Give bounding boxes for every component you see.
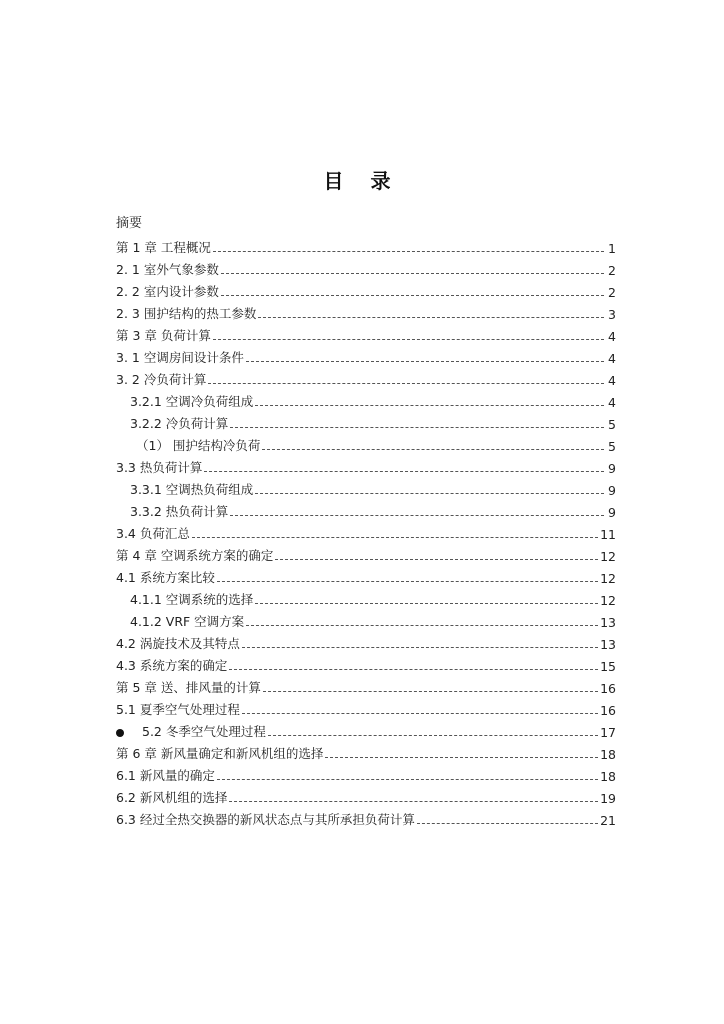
dot-leader <box>275 559 598 560</box>
toc-page-number: 5 <box>608 439 616 454</box>
toc-page-number: 9 <box>608 505 616 520</box>
toc-page-number: 1 <box>608 241 616 256</box>
dot-leader <box>325 757 598 758</box>
toc-list <box>116 234 616 828</box>
dot-leader <box>262 449 604 450</box>
toc-page-number: 4 <box>608 395 616 410</box>
toc-page-number: 19 <box>600 791 616 806</box>
toc-entry[interactable] <box>116 476 616 498</box>
toc-entry-text: 6.1 新风量的确定 <box>116 768 215 783</box>
dot-leader <box>255 405 604 406</box>
toc-entry-text: 4.3 系统方案的确定 <box>116 658 228 673</box>
toc-entry[interactable] <box>116 498 616 520</box>
dot-leader <box>246 625 598 626</box>
toc-entry-label <box>116 304 256 322</box>
dot-leader <box>230 515 604 516</box>
toc-entry-text: 2. 3 围护结构的热工参数 <box>116 306 257 321</box>
toc-entry-label <box>116 744 323 762</box>
toc-entry-label <box>116 810 415 828</box>
toc-entry-label <box>116 678 261 696</box>
toc-entry-label <box>116 524 190 542</box>
dot-leader <box>258 317 604 318</box>
toc-page-number: 17 <box>600 725 616 740</box>
toc-entry[interactable] <box>116 652 616 674</box>
toc-entry-text: 3.4 负荷汇总 <box>116 526 190 541</box>
toc-entry-text: 5.2 冬季空气处理过程 <box>142 724 266 739</box>
toc-entry-label <box>116 590 253 608</box>
toc-page-number: 12 <box>600 549 616 564</box>
toc-page-number: 3 <box>608 307 616 322</box>
toc-entry-text: 3. 2 冷负荷计算 <box>116 372 207 387</box>
dot-leader <box>242 647 598 648</box>
toc-entry-text: 6.2 新风机组的选择 <box>116 790 228 805</box>
toc-entry-label <box>116 546 273 564</box>
toc-entry[interactable] <box>116 762 616 784</box>
toc-page-number: 4 <box>608 373 616 388</box>
toc-entry[interactable] <box>116 256 616 278</box>
dot-leader <box>208 383 604 384</box>
toc-entry[interactable] <box>116 520 616 542</box>
toc-entry[interactable] <box>116 454 616 476</box>
dot-leader <box>255 603 598 604</box>
toc-entry[interactable] <box>116 806 616 828</box>
toc-page-number: 16 <box>600 703 616 718</box>
toc-entry-label <box>116 326 211 344</box>
toc-page-number: 9 <box>608 461 616 476</box>
toc-entry-text: 第 6 章 新风量确定和新风机组的选择 <box>116 746 324 761</box>
toc-entry-text: 2. 1 室外气象参数 <box>116 262 219 277</box>
toc-page-number: 5 <box>608 417 616 432</box>
dot-leader <box>221 273 604 274</box>
toc-page-number: 9 <box>608 483 616 498</box>
toc-entry-label <box>116 370 206 388</box>
toc-entry-label <box>116 392 253 410</box>
toc-page-number: 16 <box>600 681 616 696</box>
toc-entry-label <box>116 282 219 300</box>
toc-entry-label <box>116 568 215 586</box>
toc-entry-text: 5.1 夏季空气处理过程 <box>116 702 240 717</box>
toc-page-number: 11 <box>600 527 616 542</box>
dot-leader <box>268 735 598 736</box>
toc-entry-label <box>116 612 244 630</box>
toc-entry-text: 3.2.1 空调冷负荷组成 <box>130 394 254 409</box>
toc-entry-text: 第 5 章 送、排风量的计算 <box>116 680 261 695</box>
toc-entry-text: （1） 围护结构冷负荷 <box>136 438 261 453</box>
toc-entry[interactable] <box>116 388 616 410</box>
abstract-label: 摘要 <box>116 216 143 231</box>
toc-page-number: 15 <box>600 659 616 674</box>
toc-entry[interactable] <box>116 322 616 344</box>
dot-leader <box>192 537 598 538</box>
toc-entry[interactable] <box>116 718 616 740</box>
toc-entry-text: 第 3 章 负荷计算 <box>116 328 211 343</box>
toc-entry-text: 第 4 章 空调系统方案的确定 <box>116 548 274 563</box>
toc-entry-label <box>116 766 215 784</box>
toc-entry-text: 6.3 经过全热交换器的新风状态点与其所承担负荷计算 <box>116 812 415 827</box>
toc-page-number: 13 <box>600 637 616 652</box>
dot-leader <box>217 581 598 582</box>
dot-leader <box>229 801 598 802</box>
toc-page-number: 4 <box>608 351 616 366</box>
dot-leader <box>255 493 604 494</box>
toc-entry[interactable] <box>116 366 616 388</box>
toc-entry[interactable] <box>116 300 616 322</box>
toc-title: 目 录 <box>323 169 401 193</box>
toc-page-number: 12 <box>600 571 616 586</box>
dot-leader <box>246 361 604 362</box>
toc-entry-label <box>116 788 227 806</box>
toc-page-number: 4 <box>608 329 616 344</box>
toc-entry-label <box>116 436 260 454</box>
dot-leader <box>213 251 604 252</box>
toc-entry[interactable] <box>116 630 616 652</box>
toc-entry-text: 2. 2 室内设计参数 <box>116 284 219 299</box>
toc-entry-text: 4.1.1 空调系统的选择 <box>130 592 254 607</box>
toc-entry[interactable] <box>116 586 616 608</box>
toc-page-number: 13 <box>600 615 616 630</box>
bullet-icon <box>116 729 124 737</box>
toc-entry[interactable] <box>116 564 616 586</box>
toc-entry-text: 第 1 章 工程概况 <box>116 240 211 255</box>
dot-leader <box>217 779 598 780</box>
toc-entry[interactable] <box>116 674 616 696</box>
toc-entry-text: 3.3.1 空调热负荷组成 <box>130 482 254 497</box>
dot-leader <box>213 339 604 340</box>
toc-entry[interactable] <box>116 278 616 300</box>
toc-entry[interactable] <box>116 542 616 564</box>
toc-page-number: 18 <box>600 747 616 762</box>
toc-entry[interactable] <box>116 740 616 762</box>
dot-leader <box>263 691 598 692</box>
toc-entry-label <box>116 656 227 674</box>
toc-page-number: 2 <box>608 285 616 300</box>
toc-page-number: 2 <box>608 263 616 278</box>
toc-entry-label <box>116 348 244 366</box>
toc-entry[interactable] <box>116 784 616 806</box>
toc-entry[interactable] <box>116 344 616 366</box>
toc-entry-label <box>116 414 228 432</box>
dot-leader <box>204 471 604 472</box>
toc-entry[interactable] <box>116 608 616 630</box>
toc-entry-text: 3. 1 空调房间设计条件 <box>116 350 244 365</box>
dot-leader <box>417 823 598 824</box>
toc-entry-label <box>116 700 240 718</box>
toc-entry-label <box>116 502 228 520</box>
toc-entry-text: 4.1.2 VRF 空调方案 <box>130 614 245 629</box>
dot-leader <box>242 713 598 714</box>
toc-entry-label <box>116 260 219 278</box>
toc-entry-text: 4.2 涡旋技术及其特点 <box>116 636 240 651</box>
toc-entry[interactable] <box>116 432 616 454</box>
toc-entry-label <box>116 634 240 652</box>
toc-entry-label <box>116 458 202 476</box>
dot-leader <box>221 295 604 296</box>
toc-page-number: 21 <box>600 813 616 828</box>
toc-entry[interactable] <box>116 234 616 256</box>
toc-entry[interactable] <box>116 410 616 432</box>
dot-leader <box>230 427 604 428</box>
toc-entry-label <box>116 722 266 740</box>
toc-page-number: 18 <box>600 769 616 784</box>
toc-entry-text: 3.2.2 冷负荷计算 <box>130 416 229 431</box>
toc-page-number: 12 <box>600 593 616 608</box>
toc-entry-text: 3.3 热负荷计算 <box>116 460 203 475</box>
toc-entry[interactable] <box>116 696 616 718</box>
toc-entry-text: 3.3.2 热负荷计算 <box>130 504 229 519</box>
toc-entry-text: 4.1 系统方案比较 <box>116 570 215 585</box>
toc-entry-label <box>116 480 253 498</box>
toc-entry-label <box>116 238 211 256</box>
dot-leader <box>229 669 598 670</box>
